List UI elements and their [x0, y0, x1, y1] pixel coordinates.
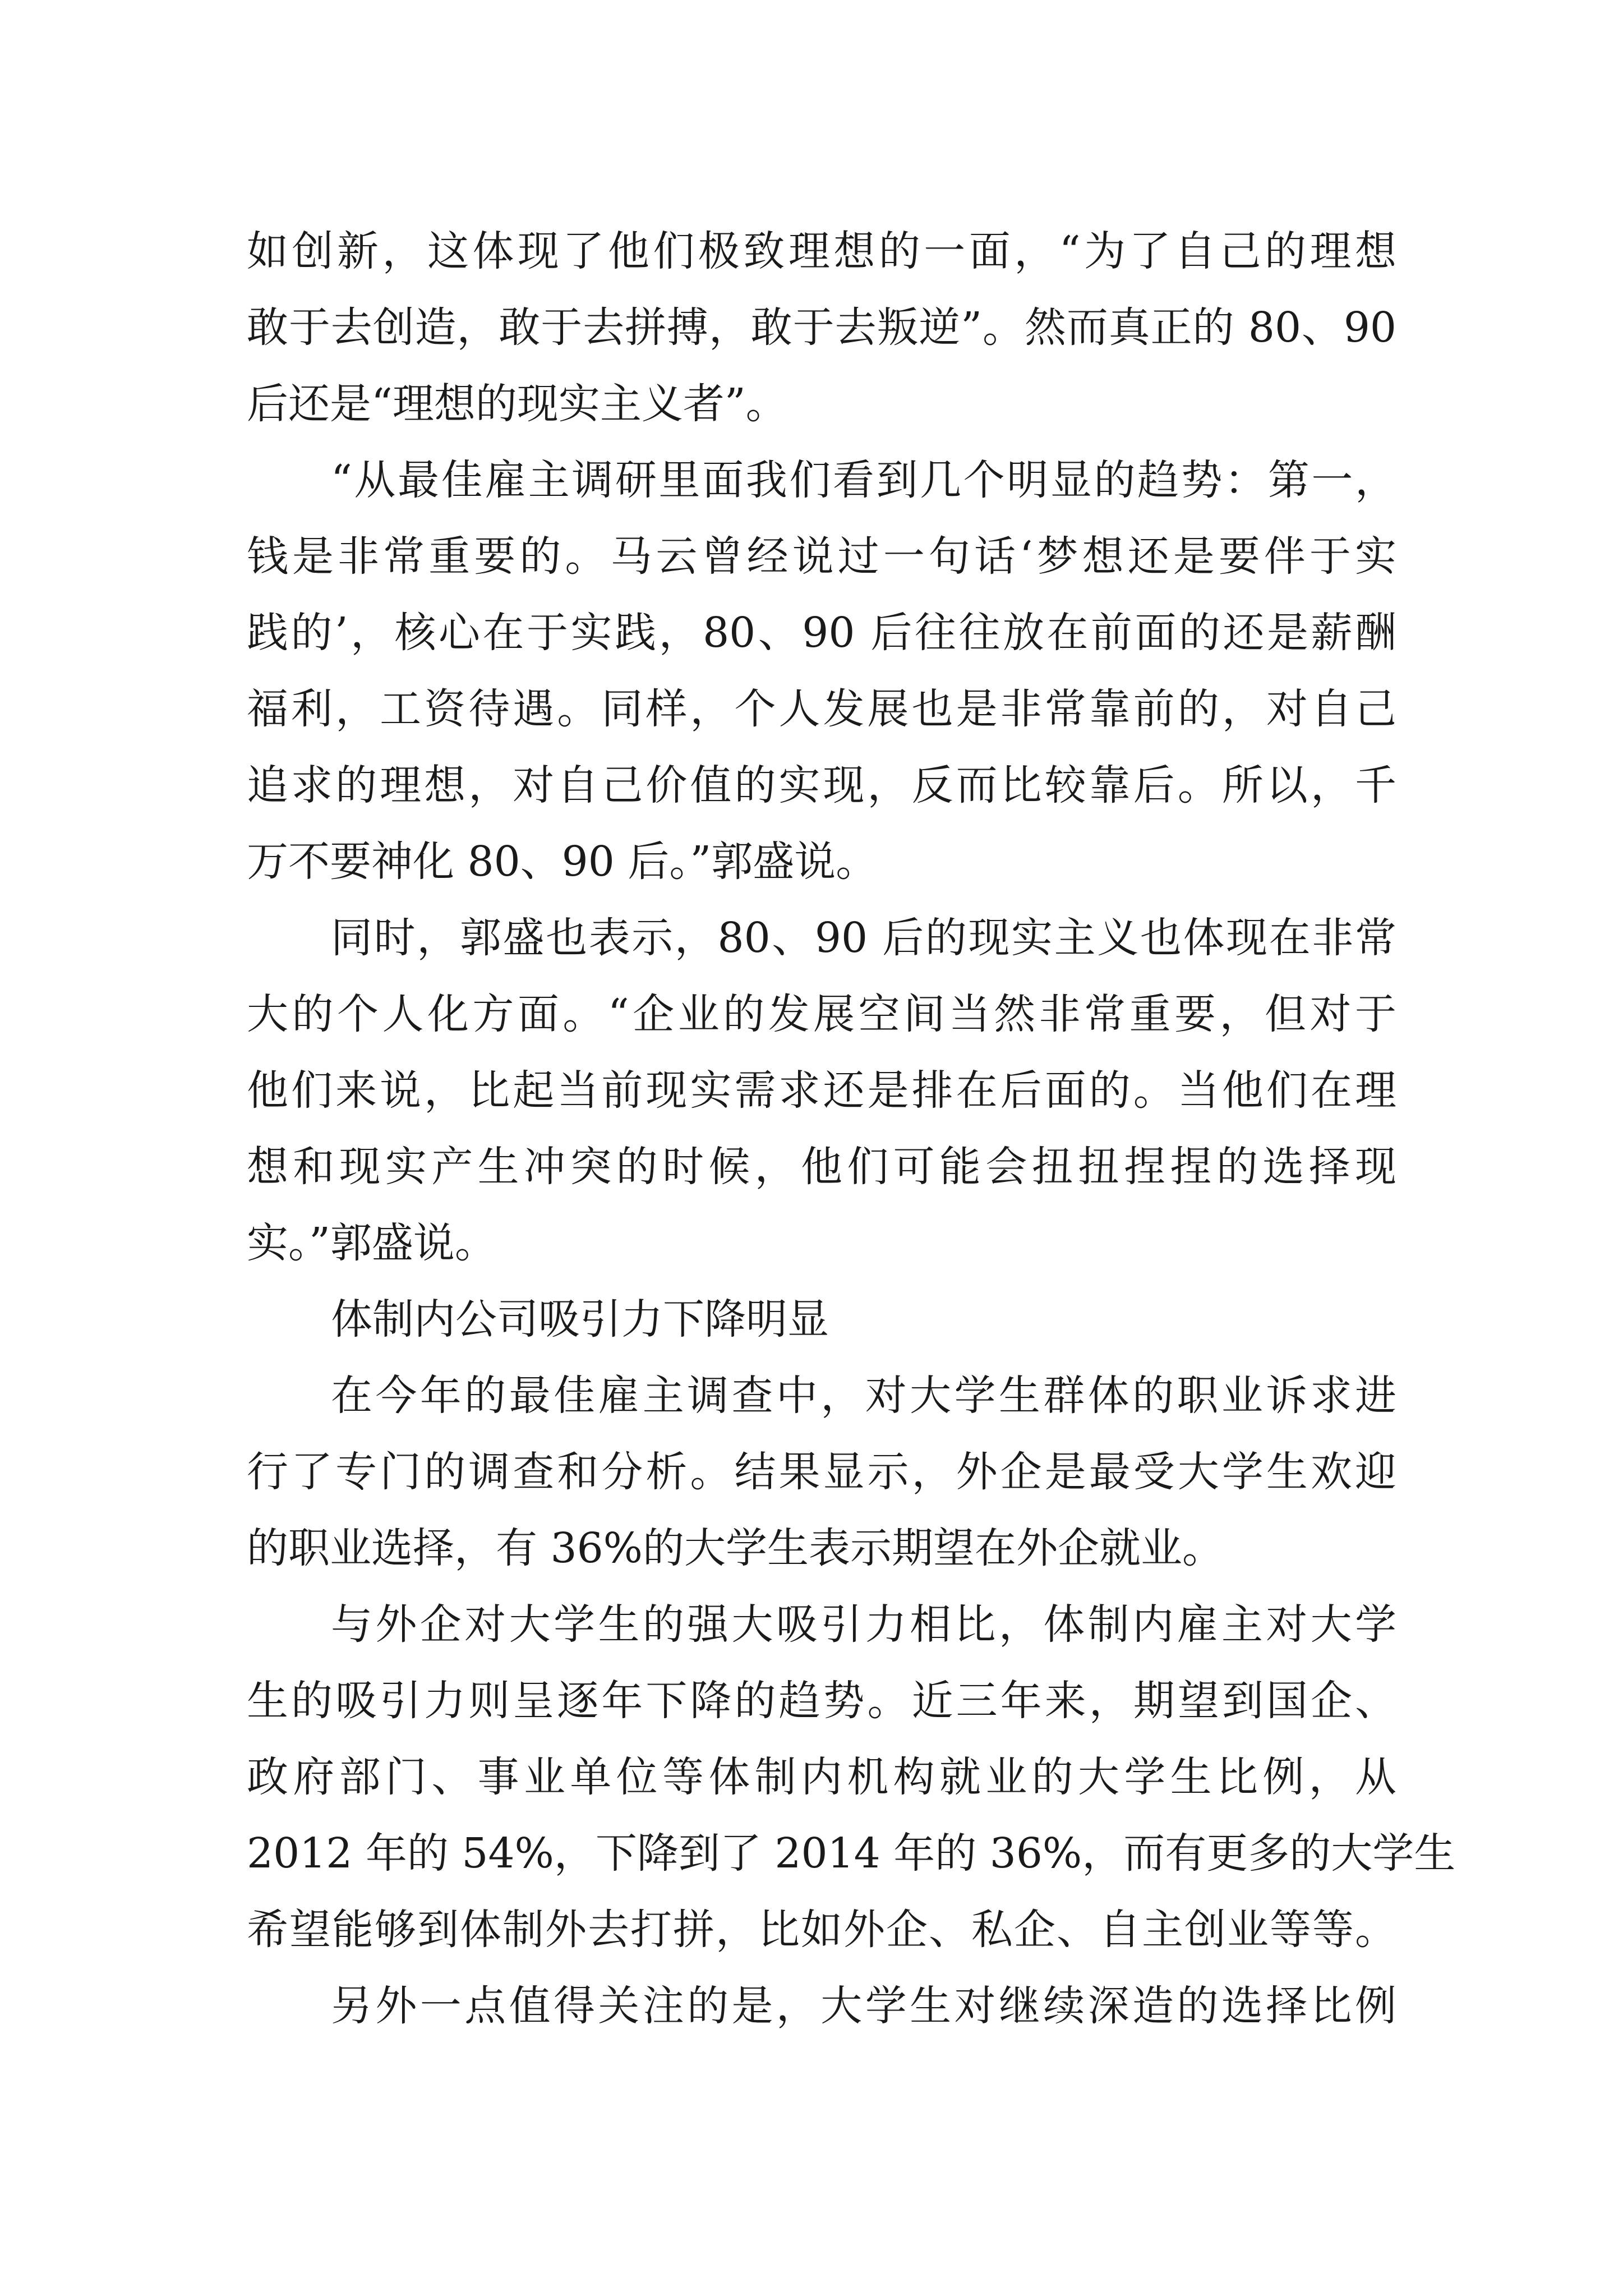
paragraph — [247, 442, 1396, 900]
text-line: 敢于去创造，敢于去拼搏，敢于去叛逆”。然而真正的 80、90 — [247, 303, 1396, 352]
text-line: 后还是“理想的现实主义者”。 — [247, 380, 787, 428]
text-line: 福利，工资待遇。同样，个人发展也是非常靠前的，对自己 — [247, 685, 1396, 733]
text-line: 2012 年的 54%，下降到了 2014 年的 36%，而有更多的大学生 — [247, 1829, 1456, 1878]
paragraph — [247, 1586, 1456, 1968]
paragraph — [247, 1358, 1396, 1586]
text-line: 追求的理想，对自己价值的实现，反而比较靠后。所以，千 — [247, 761, 1396, 809]
paragraph — [247, 213, 1396, 442]
text-line: 如创新，这体现了他们极致理想的一面，“为了自己的理想 — [247, 227, 1396, 275]
text-line: 希望能够到体制外去打拼，比如外企、私企、自主创业等等。 — [247, 1906, 1396, 1954]
text-line: 大的个人化方面。“企业的发展空间当然非常重要，但对于 — [247, 990, 1396, 1038]
text-line: 在今年的最佳雇主调查中，对大学生群体的职业诉求进 — [331, 1372, 1396, 1420]
text-line: 钱是非常重要的。马云曾经说过一句话‘梦想还是要伴于实 — [247, 532, 1396, 581]
text-line: 实。”郭盛说。 — [247, 1219, 496, 1267]
paragraph — [247, 900, 1396, 1281]
heading-text: 体制内公司吸引力下降明显 — [331, 1295, 829, 1343]
section-heading — [247, 1281, 1396, 1358]
text-line: 想和现实产生冲突的时候，他们可能会扭扭捏捏的选择现 — [247, 1143, 1396, 1191]
text-line: “从最佳雇主调研里面我们看到几个明显的趋势：第一， — [331, 456, 1396, 504]
document-body — [247, 213, 1456, 2044]
text-line: 践的’，核心在于实践，80、90 后往往放在前面的还是薪酬 — [247, 609, 1396, 657]
text-line: 万不要神化 80、90 后。”郭盛说。 — [247, 838, 878, 886]
text-line: 的职业选择，有 36%的大学生表示期望在外企就业。 — [247, 1524, 1224, 1572]
text-line: 另外一点值得关注的是，大学生对继续深造的选择比例 — [331, 1982, 1396, 2030]
text-line: 他们来说，比起当前现实需求还是排在后面的。当他们在理 — [247, 1066, 1396, 1115]
text-line: 行了专门的调查和分析。结果显示，外企是最受大学生欢迎 — [247, 1448, 1396, 1496]
text-line: 生的吸引力则呈逐年下降的趋势。近三年来，期望到国企、 — [247, 1677, 1396, 1725]
text-line: 与外企对大学生的强大吸引力相比，体制内雇主对大学 — [331, 1600, 1396, 1649]
text-line: 同时，郭盛也表示，80、90 后的现实主义也体现在非常 — [331, 914, 1396, 962]
text-line: 政府部门、事业单位等体制内机构就业的大学生比例，从 — [247, 1753, 1396, 1801]
paragraph — [247, 1968, 1396, 2044]
